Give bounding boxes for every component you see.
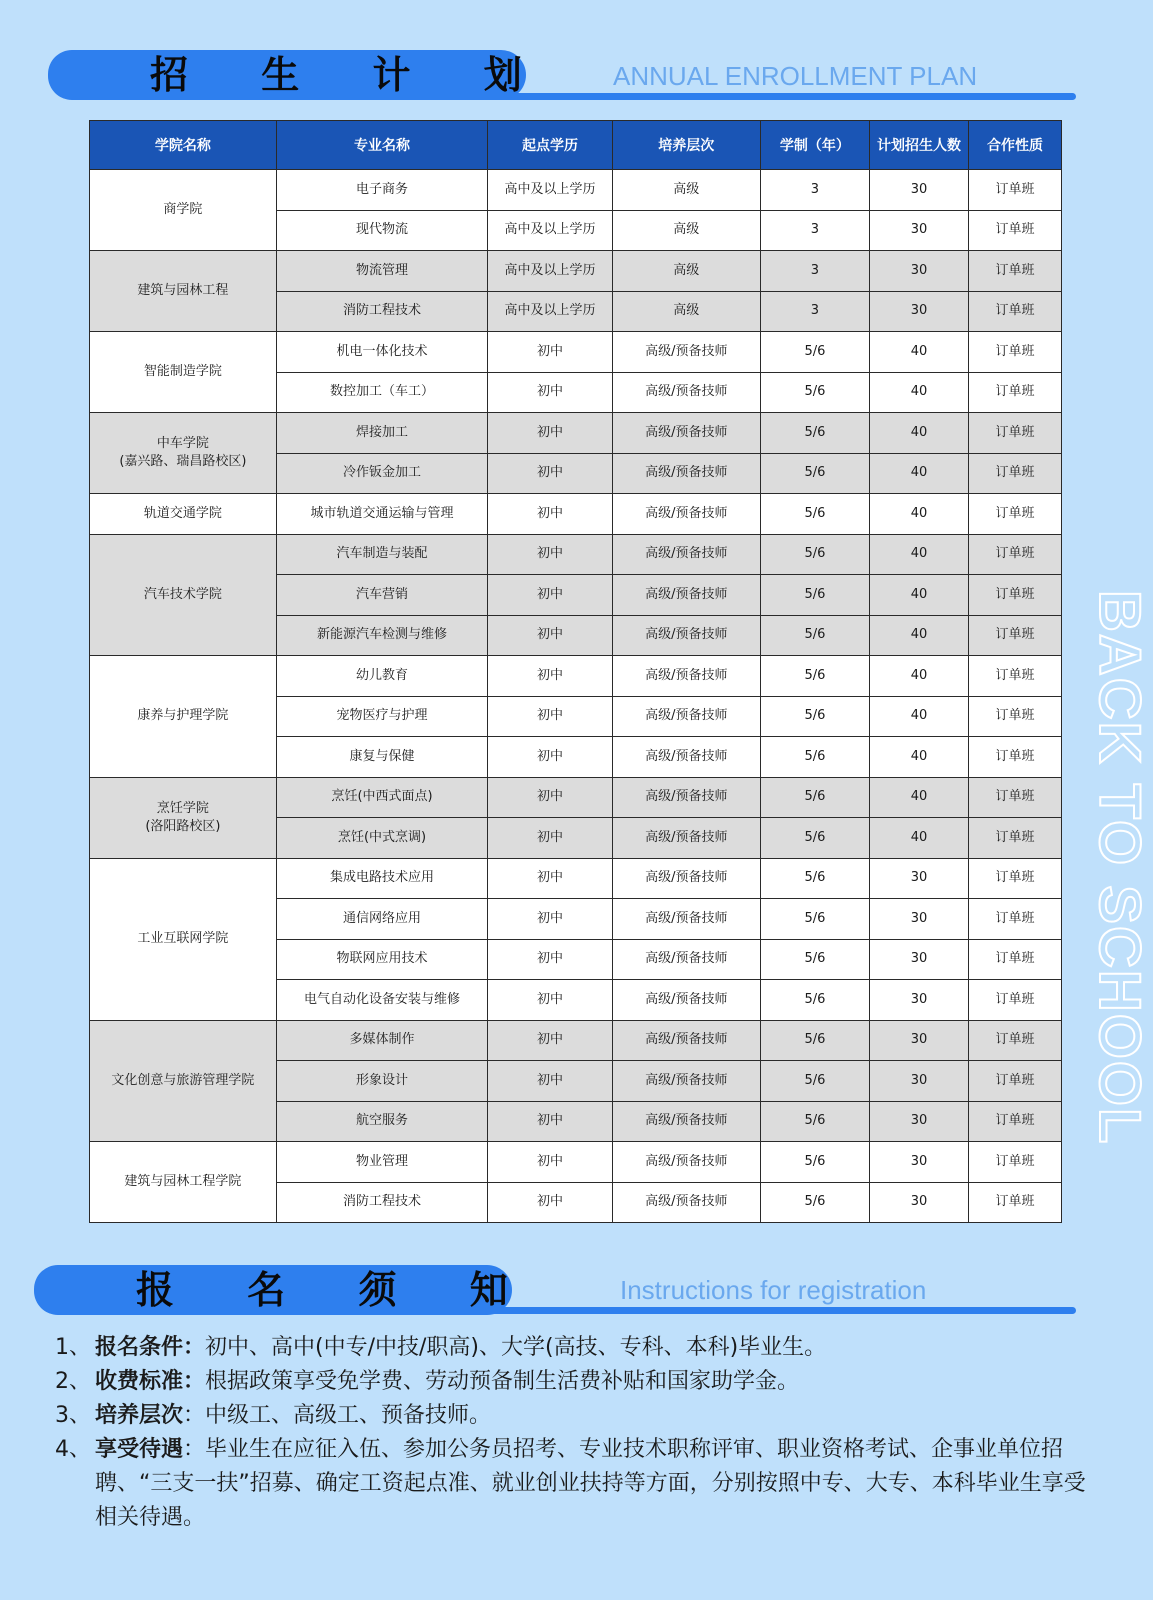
college-name: 轨道交通学院 — [143, 505, 222, 521]
table-row — [90, 534, 1062, 575]
training-level-cell: 高级/预备技师 — [612, 413, 760, 454]
cooperation-type-cell: 订单班 — [969, 494, 1062, 535]
training-level-cell: 高级/预备技师 — [612, 858, 760, 899]
training-level-cell: 高级/预备技师 — [612, 453, 760, 494]
registration-notes — [55, 1331, 1095, 1535]
major-cell: 航空服务 — [276, 1101, 487, 1142]
duration-cell: 5/6 — [760, 1020, 869, 1061]
training-level-cell: 高级/预备技师 — [612, 1182, 760, 1223]
enrollment-count-cell: 30 — [870, 939, 969, 980]
duration-cell: 5/6 — [760, 453, 869, 494]
entry-education-cell: 初中 — [488, 332, 613, 373]
entry-education-cell: 初中 — [488, 737, 613, 778]
college-name-cell — [90, 1020, 277, 1142]
note-key: 培养层次 — [95, 1403, 184, 1428]
enrollment-table — [89, 120, 1062, 1223]
enrollment-count-cell: 40 — [870, 777, 969, 818]
duration-cell: 5/6 — [760, 575, 869, 616]
college-name-cell — [90, 777, 277, 858]
college-name: 汽车技术学院 — [143, 586, 222, 602]
cooperation-type-cell: 订单班 — [969, 251, 1062, 292]
enrollment-count-cell: 30 — [870, 980, 969, 1021]
enrollment-count-cell: 30 — [870, 251, 969, 292]
training-level-cell: 高级/预备技师 — [612, 575, 760, 616]
column-header: 培养层次 — [612, 121, 760, 170]
enrollment-count-cell: 30 — [870, 210, 969, 251]
enrollment-count-cell: 30 — [870, 1020, 969, 1061]
table-row — [90, 1142, 1062, 1183]
note-number: 1、 — [55, 1335, 91, 1360]
enrollment-count-cell: 30 — [870, 858, 969, 899]
cooperation-type-cell: 订单班 — [969, 858, 1062, 899]
college-name-cell — [90, 413, 277, 494]
college-name: 商学院 — [163, 202, 203, 217]
note-body — [95, 1433, 1095, 1535]
training-level-cell: 高级/预备技师 — [612, 696, 760, 737]
major-cell: 汽车营销 — [276, 575, 487, 616]
column-header: 起点学历 — [488, 121, 613, 170]
entry-education-cell: 初中 — [488, 413, 613, 454]
duration-cell: 5/6 — [760, 615, 869, 656]
note-key: 报名条件： — [95, 1335, 206, 1360]
college-name-cell — [90, 170, 277, 251]
header-underline — [490, 1307, 1076, 1314]
registration-title: 报 名 须 知 — [34, 1265, 512, 1315]
major-cell: 数控加工（车工） — [276, 372, 487, 413]
entry-education-cell: 初中 — [488, 1142, 613, 1183]
major-cell: 物流管理 — [276, 251, 487, 292]
training-level-cell: 高级/预备技师 — [612, 1142, 760, 1183]
enrollment-count-cell: 40 — [870, 494, 969, 535]
entry-education-cell: 初中 — [488, 1020, 613, 1061]
major-cell: 集成电路技术应用 — [276, 858, 487, 899]
cooperation-type-cell: 订单班 — [969, 575, 1062, 616]
note-text: 初中、高中(中专/中技/职高)、大学(高技、专科、本科)毕业生。 — [205, 1335, 827, 1360]
note-body — [95, 1331, 826, 1365]
registration-subtitle: Instructions for registration — [620, 1275, 927, 1305]
table-row — [90, 251, 1062, 292]
duration-cell: 5/6 — [760, 1182, 869, 1223]
table-row — [90, 1020, 1062, 1061]
training-level-cell: 高级 — [612, 251, 760, 292]
note-number: 4、 — [55, 1437, 91, 1462]
major-cell: 康复与保健 — [276, 737, 487, 778]
entry-education-cell: 初中 — [488, 899, 613, 940]
enrollment-plan-header — [0, 50, 1131, 110]
duration-cell: 5/6 — [760, 696, 869, 737]
major-cell: 城市轨道交通运输与管理 — [276, 494, 487, 535]
major-cell: 电气自动化设备安装与维修 — [276, 980, 487, 1021]
cooperation-type-cell: 订单班 — [969, 332, 1062, 373]
training-level-cell: 高级/预备技师 — [612, 1101, 760, 1142]
duration-cell: 5/6 — [760, 980, 869, 1021]
note-number: 2、 — [55, 1369, 91, 1394]
enrollment-count-cell: 30 — [870, 1182, 969, 1223]
major-cell: 汽车制造与装配 — [276, 534, 487, 575]
note-text: 根据政策享受免学费、劳动预备制生活费补贴和国家助学金。 — [205, 1369, 800, 1394]
entry-education-cell: 初中 — [488, 1061, 613, 1102]
cooperation-type-cell: 订单班 — [969, 372, 1062, 413]
duration-cell: 5/6 — [760, 939, 869, 980]
entry-education-cell: 初中 — [488, 858, 613, 899]
college-name: 文化创意与旅游管理学院 — [111, 1072, 255, 1088]
table-header-row — [90, 121, 1062, 170]
college-name: 工业互联网学院 — [137, 931, 229, 946]
training-level-cell: 高级 — [612, 291, 760, 332]
cooperation-type-cell: 订单班 — [969, 777, 1062, 818]
college-name-cell — [90, 494, 277, 535]
enrollment-plan-subtitle: ANNUAL ENROLLMENT PLAN — [613, 61, 978, 91]
note-item — [55, 1399, 1095, 1433]
table-row — [90, 170, 1062, 211]
entry-education-cell: 初中 — [488, 696, 613, 737]
note-item — [55, 1433, 1095, 1535]
enrollment-count-cell: 30 — [870, 899, 969, 940]
cooperation-type-cell: 订单班 — [969, 737, 1062, 778]
major-cell: 现代物流 — [276, 210, 487, 251]
note-body — [95, 1399, 491, 1433]
entry-education-cell: 初中 — [488, 453, 613, 494]
college-name: 建筑与园林工程 — [137, 283, 229, 298]
table-row — [90, 777, 1062, 818]
college-name: 烹饪学院 (洛阳路校区) — [145, 800, 221, 834]
entry-education-cell: 高中及以上学历 — [488, 210, 613, 251]
college-name: 康养与护理学院 — [137, 708, 229, 724]
column-header: 计划招生人数 — [870, 121, 969, 170]
major-cell: 烹饪(中西式面点) — [276, 777, 487, 818]
training-level-cell: 高级/预备技师 — [612, 372, 760, 413]
cooperation-type-cell: 订单班 — [969, 534, 1062, 575]
enrollment-count-cell: 30 — [870, 291, 969, 332]
college-name-cell — [90, 1142, 277, 1223]
duration-cell: 3 — [760, 210, 869, 251]
college-name-cell — [90, 332, 277, 413]
training-level-cell: 高级/预备技师 — [612, 777, 760, 818]
duration-cell: 5/6 — [760, 777, 869, 818]
enrollment-count-cell: 40 — [870, 615, 969, 656]
major-cell: 通信网络应用 — [276, 899, 487, 940]
entry-education-cell: 初中 — [488, 1101, 613, 1142]
major-cell: 电子商务 — [276, 170, 487, 211]
college-name: 中车学院 (嘉兴路、瑞昌路校区) — [119, 436, 247, 469]
table-row — [90, 494, 1062, 535]
duration-cell: 5/6 — [760, 1101, 869, 1142]
enrollment-count-cell: 40 — [870, 656, 969, 697]
duration-cell: 5/6 — [760, 737, 869, 778]
major-cell: 幼儿教育 — [276, 656, 487, 697]
registration-header — [0, 1265, 1131, 1325]
duration-cell: 3 — [760, 170, 869, 211]
duration-cell: 3 — [760, 251, 869, 292]
entry-education-cell: 高中及以上学历 — [488, 291, 613, 332]
table-row — [90, 413, 1062, 454]
enrollment-count-cell: 30 — [870, 1061, 969, 1102]
major-cell: 物联网应用技术 — [276, 939, 487, 980]
training-level-cell: 高级/预备技师 — [612, 615, 760, 656]
column-header: 学院名称 — [90, 121, 277, 170]
college-name: 智能制造学院 — [143, 364, 222, 379]
duration-cell: 5/6 — [760, 1061, 869, 1102]
training-level-cell: 高级/预备技师 — [612, 980, 760, 1021]
training-level-cell: 高级/预备技师 — [612, 899, 760, 940]
enrollment-count-cell: 40 — [870, 534, 969, 575]
training-level-cell: 高级/预备技师 — [612, 534, 760, 575]
enrollment-table-container — [89, 120, 1062, 1223]
cooperation-type-cell: 订单班 — [969, 1061, 1062, 1102]
major-cell: 机电一体化技术 — [276, 332, 487, 373]
college-name-cell — [90, 534, 277, 656]
entry-education-cell: 初中 — [488, 494, 613, 535]
enrollment-count-cell: 40 — [870, 818, 969, 859]
note-body — [95, 1365, 799, 1399]
note-number: 3、 — [55, 1403, 91, 1428]
entry-education-cell: 初中 — [488, 656, 613, 697]
training-level-cell: 高级/预备技师 — [612, 332, 760, 373]
column-header: 专业名称 — [276, 121, 487, 170]
major-cell: 焊接加工 — [276, 413, 487, 454]
major-cell: 多媒体制作 — [276, 1020, 487, 1061]
duration-cell: 5/6 — [760, 1142, 869, 1183]
cooperation-type-cell: 订单班 — [969, 413, 1062, 454]
college-name-cell — [90, 656, 277, 778]
duration-cell: 5/6 — [760, 656, 869, 697]
note-key: 享受待遇 — [95, 1437, 184, 1462]
training-level-cell: 高级/预备技师 — [612, 939, 760, 980]
enrollment-count-cell: 40 — [870, 413, 969, 454]
enrollment-count-cell: 40 — [870, 372, 969, 413]
cooperation-type-cell: 订单班 — [969, 899, 1062, 940]
note-text: ：中级工、高级工、预备技师。 — [183, 1403, 492, 1428]
entry-education-cell: 初中 — [488, 777, 613, 818]
duration-cell: 5/6 — [760, 494, 869, 535]
table-body — [90, 170, 1062, 1223]
table-row — [90, 858, 1062, 899]
table-row — [90, 332, 1062, 373]
enrollment-count-cell: 40 — [870, 696, 969, 737]
entry-education-cell: 初中 — [488, 575, 613, 616]
training-level-cell: 高级 — [612, 210, 760, 251]
duration-cell: 5/6 — [760, 534, 869, 575]
header-underline — [500, 93, 1076, 100]
cooperation-type-cell: 订单班 — [969, 291, 1062, 332]
cooperation-type-cell: 订单班 — [969, 453, 1062, 494]
training-level-cell: 高级/预备技师 — [612, 1020, 760, 1061]
duration-cell: 3 — [760, 291, 869, 332]
entry-education-cell: 初中 — [488, 615, 613, 656]
cooperation-type-cell: 订单班 — [969, 210, 1062, 251]
enrollment-count-cell: 30 — [870, 1101, 969, 1142]
cooperation-type-cell: 订单班 — [969, 1182, 1062, 1223]
major-cell: 形象设计 — [276, 1061, 487, 1102]
duration-cell: 5/6 — [760, 858, 869, 899]
cooperation-type-cell: 订单班 — [969, 818, 1062, 859]
enrollment-plan-title: 招 生 计 划 — [48, 50, 526, 100]
back-to-school-side-text: BACK TO SCHOOL — [1087, 590, 1152, 1146]
major-cell: 烹饪(中式烹调) — [276, 818, 487, 859]
college-name-cell — [90, 858, 277, 1020]
major-cell: 消防工程技术 — [276, 291, 487, 332]
duration-cell: 5/6 — [760, 818, 869, 859]
cooperation-type-cell: 订单班 — [969, 1020, 1062, 1061]
duration-cell: 5/6 — [760, 372, 869, 413]
cooperation-type-cell: 订单班 — [969, 939, 1062, 980]
enrollment-count-cell: 30 — [870, 1142, 969, 1183]
entry-education-cell: 初中 — [488, 534, 613, 575]
table-row — [90, 656, 1062, 697]
entry-education-cell: 初中 — [488, 818, 613, 859]
note-item — [55, 1365, 1095, 1399]
enrollment-count-cell: 40 — [870, 575, 969, 616]
entry-education-cell: 初中 — [488, 1182, 613, 1223]
cooperation-type-cell: 订单班 — [969, 696, 1062, 737]
training-level-cell: 高级/预备技师 — [612, 494, 760, 535]
major-cell: 新能源汽车检测与维修 — [276, 615, 487, 656]
cooperation-type-cell: 订单班 — [969, 1101, 1062, 1142]
training-level-cell: 高级/预备技师 — [612, 1061, 760, 1102]
enrollment-count-cell: 40 — [870, 332, 969, 373]
college-name-cell — [90, 251, 277, 332]
cooperation-type-cell: 订单班 — [969, 1142, 1062, 1183]
entry-education-cell: 初中 — [488, 372, 613, 413]
note-text: ：毕业生在应征入伍、参加公务员招考、专业技术职称评审、职业资格考试、企事业单位招聘、“三支一扶”招募、确定工资起点准、就业创业扶持等方面，分别按照中专、大专、本科毕业生享受相关待遇。 — [95, 1437, 1086, 1530]
enrollment-count-cell: 30 — [870, 170, 969, 211]
cooperation-type-cell: 订单班 — [969, 656, 1062, 697]
training-level-cell: 高级/预备技师 — [612, 818, 760, 859]
note-item — [55, 1331, 1095, 1365]
cooperation-type-cell: 订单班 — [969, 170, 1062, 211]
enrollment-count-cell: 40 — [870, 453, 969, 494]
column-header: 学制（年） — [760, 121, 869, 170]
note-key: 收费标准： — [95, 1369, 206, 1394]
training-level-cell: 高级/预备技师 — [612, 656, 760, 697]
column-header: 合作性质 — [969, 121, 1062, 170]
duration-cell: 5/6 — [760, 332, 869, 373]
major-cell: 物业管理 — [276, 1142, 487, 1183]
training-level-cell: 高级/预备技师 — [612, 737, 760, 778]
entry-education-cell: 高中及以上学历 — [488, 170, 613, 211]
major-cell: 宠物医疗与护理 — [276, 696, 487, 737]
entry-education-cell: 高中及以上学历 — [488, 251, 613, 292]
cooperation-type-cell: 订单班 — [969, 615, 1062, 656]
cooperation-type-cell: 订单班 — [969, 980, 1062, 1021]
college-name: 建筑与园林工程学院 — [124, 1174, 242, 1189]
duration-cell: 5/6 — [760, 413, 869, 454]
entry-education-cell: 初中 — [488, 980, 613, 1021]
major-cell: 消防工程技术 — [276, 1182, 487, 1223]
enrollment-count-cell: 40 — [870, 737, 969, 778]
entry-education-cell: 初中 — [488, 939, 613, 980]
training-level-cell: 高级 — [612, 170, 760, 211]
major-cell: 冷作钣金加工 — [276, 453, 487, 494]
duration-cell: 5/6 — [760, 899, 869, 940]
